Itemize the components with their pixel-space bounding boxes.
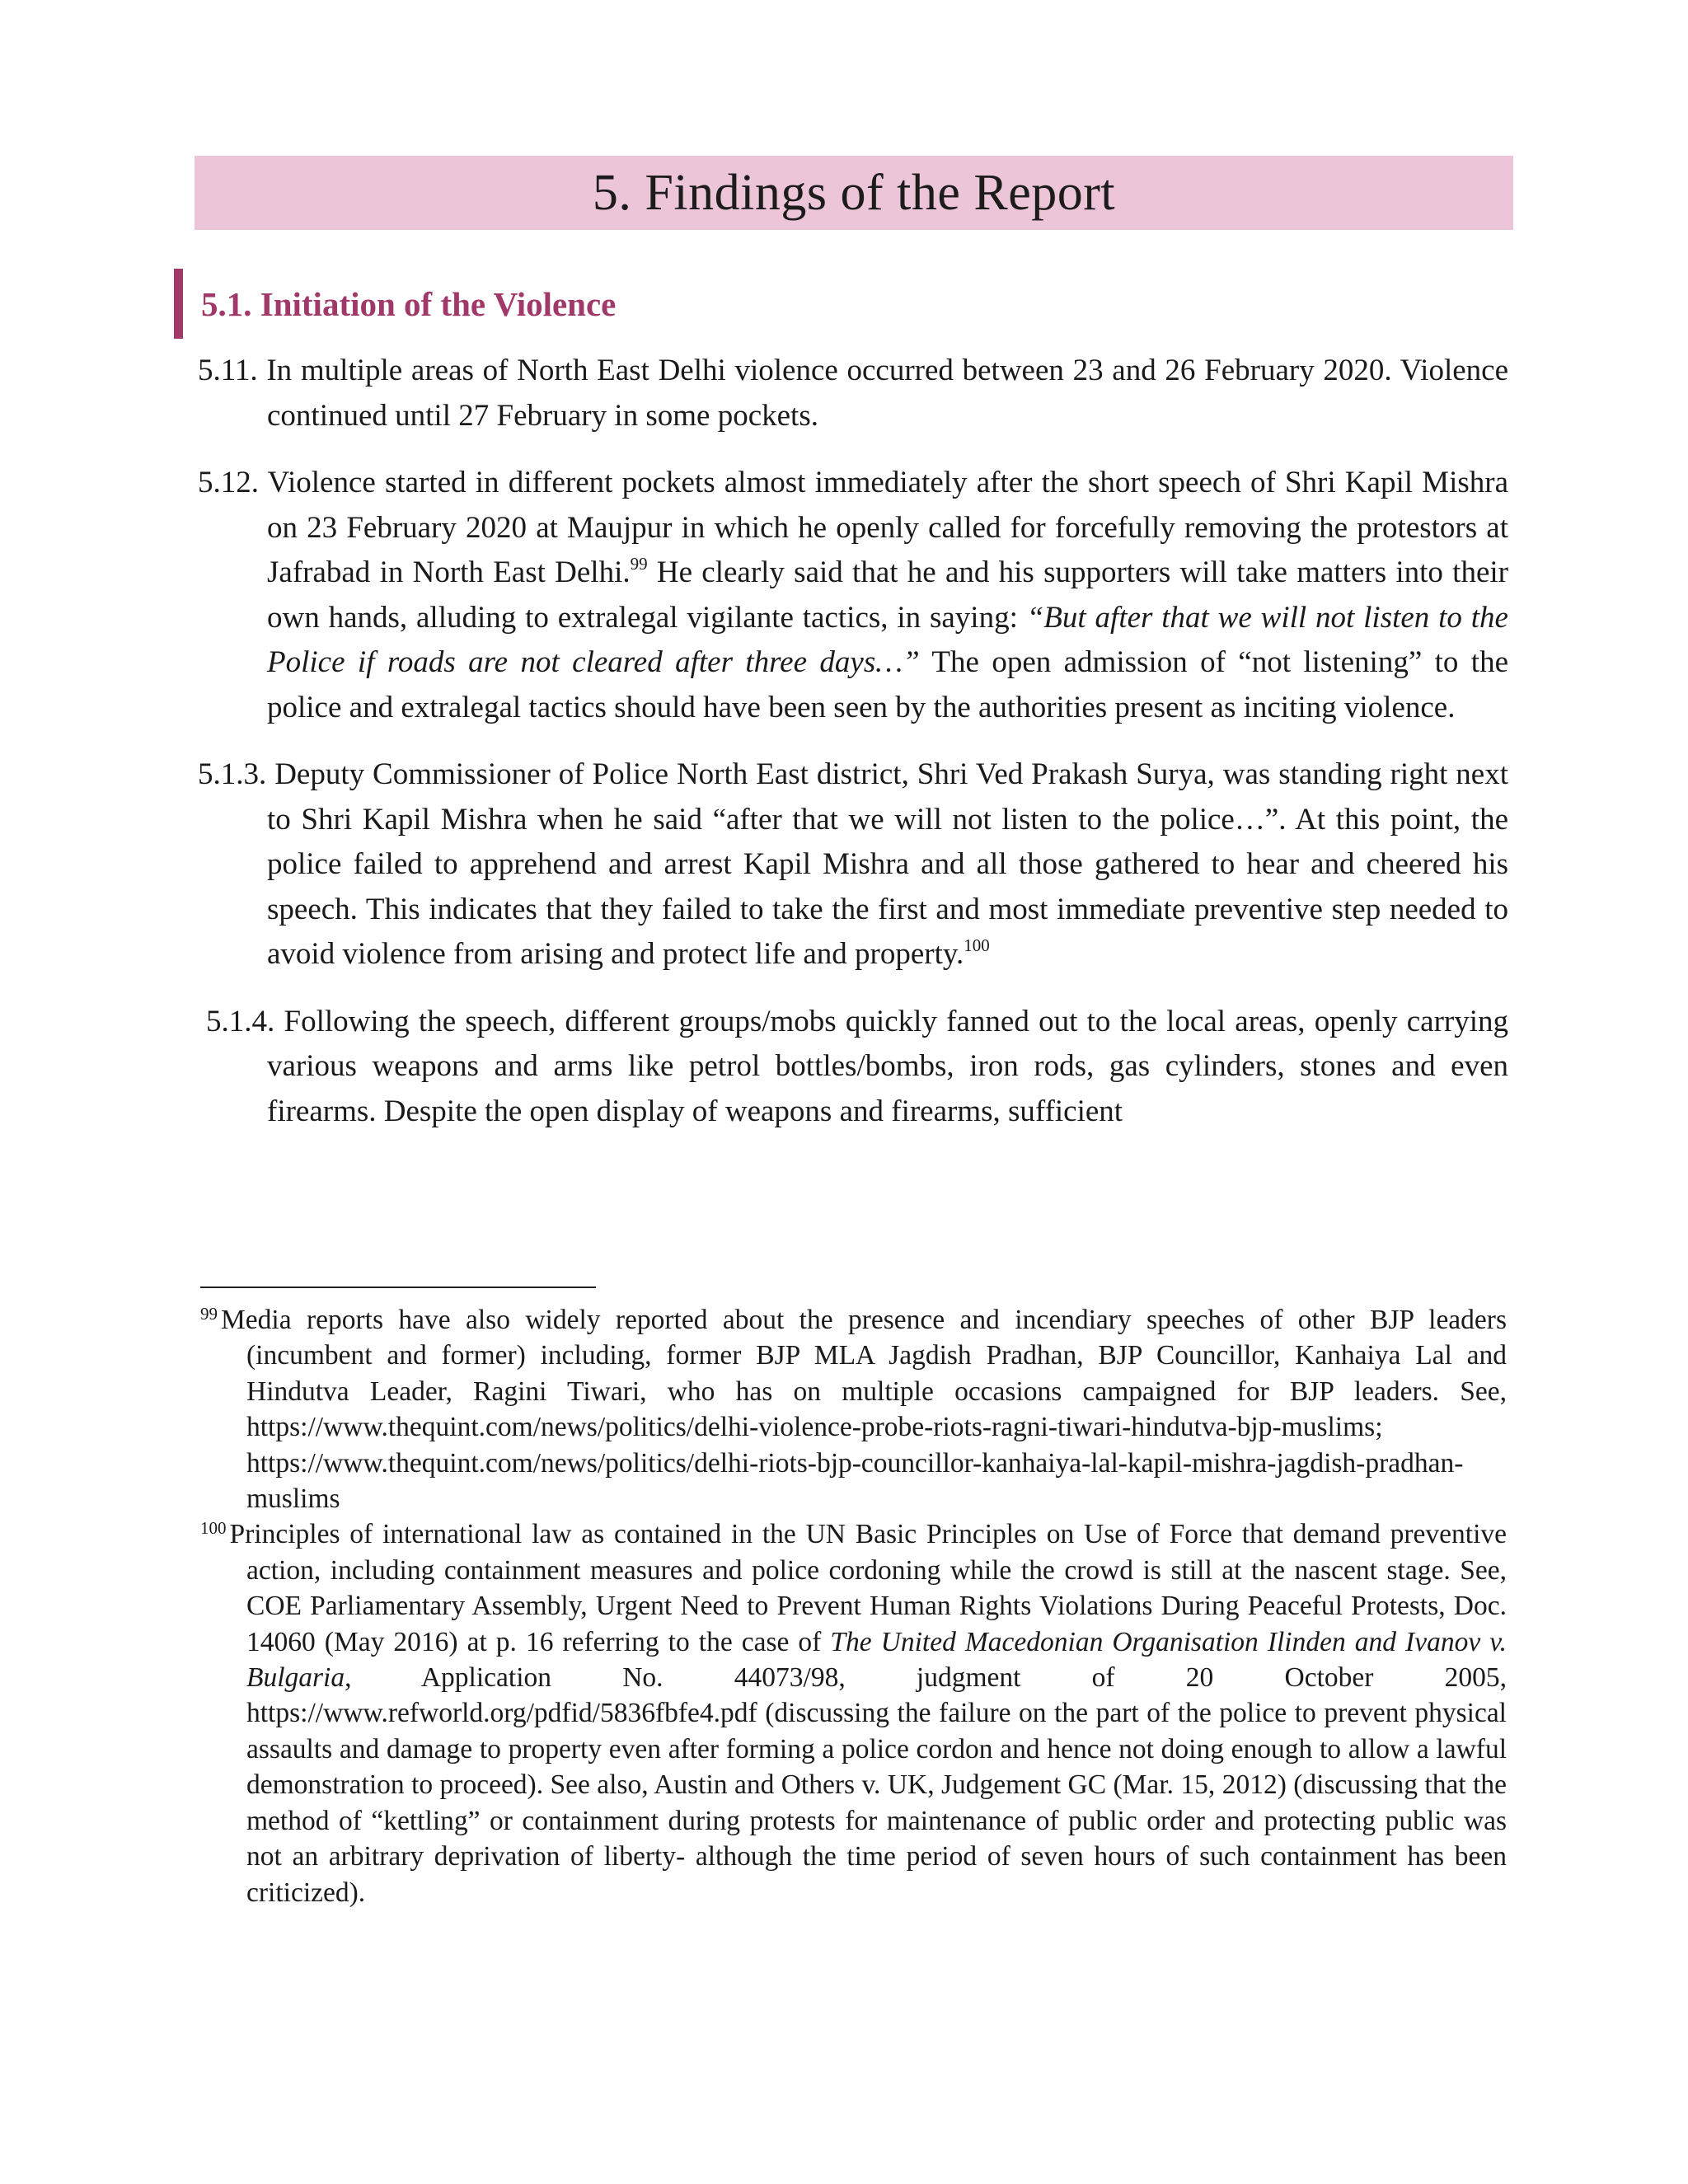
- footnote-reference[interactable]: 99: [630, 554, 648, 574]
- paragraph-text: Deputy Commissioner of Police North East district, Shri Ved Prakash Surya, was standing right next to Shri Kapil Mishra when he said “after that we will not listen to the police…”. At this point, the police failed to apprehend and arrest Kapil Mishra and all those gathered to hear and cheered his speech. This indicates that they failed to take the first and most immediate preventive step needed to avoid violence from arising and protect life and property.: [267, 757, 1509, 971]
- paragraph-5-1-4: [198, 1000, 1508, 1135]
- footnote-reference[interactable]: 100: [964, 935, 990, 955]
- paragraph-number: 5.1.3.: [198, 757, 267, 791]
- footnote-99: [200, 1302, 1507, 1516]
- footnote-text: Media reports have also widely reported about the presence and incendiary speeches of other BJP leaders (incumbent and former) including, former BJP MLA Jagdish Pradhan, BJP Councillor, Kanhaiya Lal and Hindutva Leader, Ragini Tiwari, who has on multiple occasions campaigned for BJP leaders. See, https://www.thequint.com/news/politics/delhi-violence-probe-riots-ragni-tiwari-hindutva-bjp-muslims; https://www.thequint.com/news/politics/delhi-riots-bjp-councillor-kanhaiya-lal-kapil-mishra-jagdish-pradhan-muslims: [221, 1305, 1507, 1515]
- paragraph-number: 5.12.: [198, 466, 259, 499]
- footnote-100: [200, 1516, 1507, 1910]
- body-text: [198, 349, 1508, 1156]
- section-heading-text: 5.1. Initiation of the Violence: [201, 284, 617, 323]
- chapter-title-band: [195, 156, 1513, 230]
- footnote-divider: [200, 1286, 596, 1288]
- paragraph-text: Following the speech, different groups/mobs quickly fanned out to the local areas, openly carrying various weapons and arms like petrol bottles/bombs, iron rods, gas cylinders, stones and even firearms. Despite the open display of weapons and firearms, sufficient: [267, 1004, 1509, 1128]
- case-name: The United Macedonian Organisation Ilinden and Ivanov v. Bulgaria: [246, 1626, 1507, 1694]
- footnote-text: , Application No. 44073/98, judgment of 20 October 2005, https://www.refworld.org/pdfid/5836fbfe4.pdf (discussing the failure on the part of the police to prevent physical assaults and damage to property even after forming a police cordon and hence not doing enough to allow a lawful demonstration to proceed). See also, Austin and Others v. UK, Judgement GC (Mar. 15, 2012) (discussing that the method of “kettling” or containment during protests for maintenance of public order and protecting public was not an arbitrary deprivation of liberty- although the time period of seven hours of such containment has been criticized).: [246, 1662, 1507, 1908]
- paragraph-5-12: [198, 461, 1508, 730]
- section-heading: [174, 269, 616, 339]
- paragraph-text: He clearly said that he and his supporters will take matters into their own hands, alluding to extralegal vigilante tactics, in saying:: [267, 555, 1508, 635]
- paragraph-5-1-3: [198, 752, 1508, 977]
- paragraph-text: Violence started in different pockets almost immediately after the short speech of Shri Kapil Mishra on 23 February 2020 at Maujpur in which he openly called for forcefully removing the protestors at Jafrabad in North East Delhi.: [267, 466, 1508, 589]
- chapter-title: 5. Findings of the Report: [592, 164, 1116, 221]
- quoted-speech: “But after that we will not listen to the Police if roads are not cleared after three days…”: [267, 600, 1508, 679]
- footnote-text: Principles of international law as contained in the UN Basic Principles on Use of Force that demand preventive action, including containment measures and police cordoning while the crowd is still at the nascent stage. See, COE Parliamentary Assembly, Urgent Need to Prevent Human Rights Violations During Peaceful Protests, Doc. 14060 (May 2016) at p. 16 referring to the case of: [229, 1519, 1507, 1657]
- paragraph-number: 5.11.: [198, 354, 258, 387]
- paragraph-5-11: [198, 349, 1508, 438]
- paragraph-text: The open admission of “not listening” to the police and extralegal tactics should have been seen by the authorities present as inciting violence.: [267, 645, 1508, 724]
- paragraph-text: In multiple areas of North East Delhi violence occurred between 23 and 26 February 2020. Violence continued until 27 February in some pockets.: [266, 354, 1509, 433]
- footnote-mark: 100: [200, 1518, 227, 1539]
- footnote-mark: 99: [200, 1304, 218, 1324]
- footnotes: [200, 1302, 1507, 1910]
- paragraph-number: 5.1.4.: [206, 1004, 275, 1038]
